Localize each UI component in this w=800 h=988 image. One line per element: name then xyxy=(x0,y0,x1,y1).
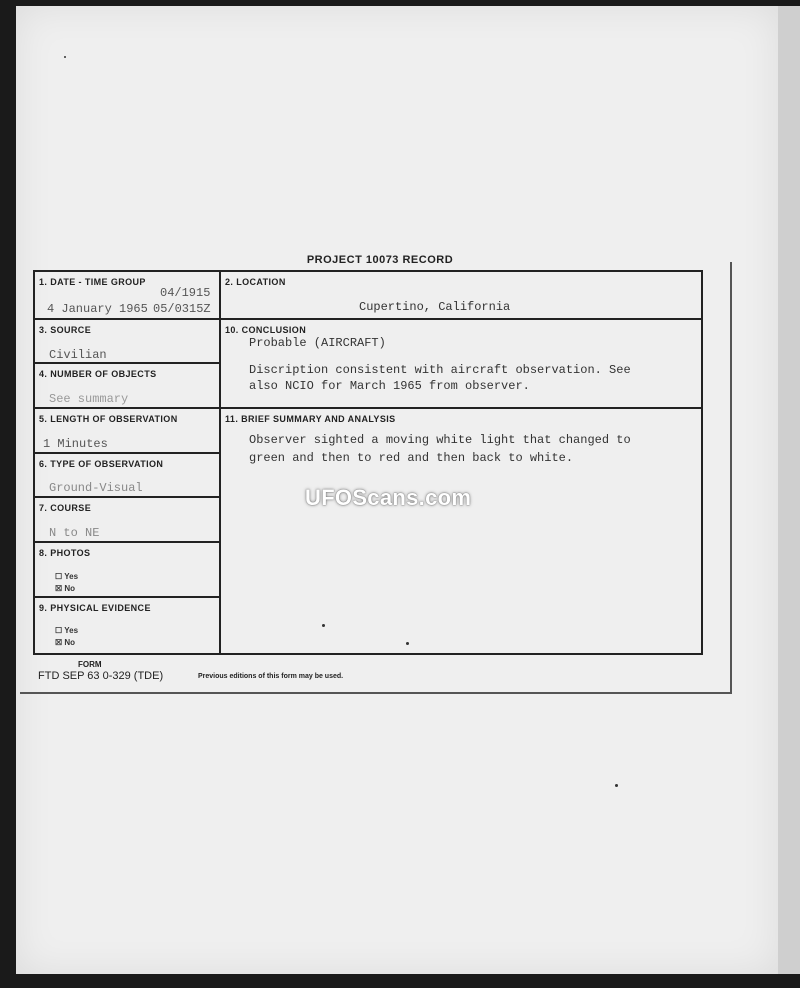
date-time-cell xyxy=(35,272,219,320)
length-cell xyxy=(35,409,219,454)
summary-line-2: green and then to red and then back to white. xyxy=(249,451,574,465)
source-cell xyxy=(35,320,219,364)
photos-label: 8. PHOTOS xyxy=(39,548,91,558)
footer-form-label: FORM xyxy=(78,660,102,669)
num-objects-label: 4. NUMBER OF OBJECTS xyxy=(39,369,157,379)
scan-speck xyxy=(64,56,66,58)
photos-no-checkbox: ☒ No xyxy=(55,584,76,593)
length-value: 1 Minutes xyxy=(43,437,108,451)
scan-edge xyxy=(778,6,800,974)
scan-speck xyxy=(322,624,325,627)
physical-yes-label: Yes xyxy=(64,626,79,635)
conclusion-line-3: also NCIO for March 1965 from observer. xyxy=(249,379,530,393)
num-objects-cell xyxy=(35,364,219,409)
course-cell xyxy=(35,498,219,543)
conclusion-line-2: Discription consistent with aircraft observation. See xyxy=(249,363,631,377)
location-cell xyxy=(221,272,701,320)
conclusion-cell xyxy=(221,320,701,409)
date-value: 4 January 1965 xyxy=(47,302,148,316)
left-column xyxy=(35,272,221,653)
course-value: N to NE xyxy=(49,526,100,540)
summary-cell xyxy=(221,409,701,653)
num-objects-value: See summary xyxy=(49,392,129,406)
photos-cell xyxy=(35,543,219,598)
location-value: Cupertino, California xyxy=(359,300,511,314)
summary-line-1: Observer sighted a moving white light that changed to xyxy=(249,433,631,447)
footer-previous-editions: Previous editions of this form may be used. xyxy=(198,673,344,680)
type-obs-value: Ground-Visual xyxy=(49,481,143,495)
physical-cell xyxy=(35,598,219,653)
type-obs-label: 6. TYPE OF OBSERVATION xyxy=(39,459,164,469)
photos-yes-label: Yes xyxy=(64,572,79,581)
conclusion-line-1: Probable (AIRCRAFT) xyxy=(249,336,386,350)
footer-form-number: FTD SEP 63 0-329 (TDE) xyxy=(38,670,164,682)
source-label: 3. SOURCE xyxy=(39,325,92,335)
scan-speck xyxy=(615,784,618,787)
source-value: Civilian xyxy=(49,348,107,362)
length-label: 5. LENGTH OF OBSERVATION xyxy=(39,414,178,424)
right-column xyxy=(221,272,701,653)
type-obs-cell xyxy=(35,454,219,498)
summary-label: 11. BRIEF SUMMARY AND ANALYSIS xyxy=(225,414,396,424)
scan-speck xyxy=(406,642,409,645)
conclusion-label: 10. CONCLUSION xyxy=(225,325,307,335)
course-label: 7. COURSE xyxy=(39,503,92,513)
record-form xyxy=(33,270,703,655)
time-bottom: 05/0315Z xyxy=(153,302,211,316)
photos-no-label: No xyxy=(64,584,76,593)
date-time-label: 1. DATE - TIME GROUP xyxy=(39,277,146,287)
time-top: 04/1915 xyxy=(160,286,211,300)
photos-yes-checkbox: ☐ Yes xyxy=(55,572,79,581)
physical-label: 9. PHYSICAL EVIDENCE xyxy=(39,603,151,613)
physical-no-checkbox: ☒ No xyxy=(55,638,76,647)
location-label: 2. LOCATION xyxy=(225,277,286,287)
physical-no-label: No xyxy=(64,638,76,647)
form-title: PROJECT 10073 RECORD xyxy=(306,254,454,266)
watermark: UFOScans.com xyxy=(305,485,472,510)
physical-yes-checkbox: ☐ Yes xyxy=(55,626,79,635)
